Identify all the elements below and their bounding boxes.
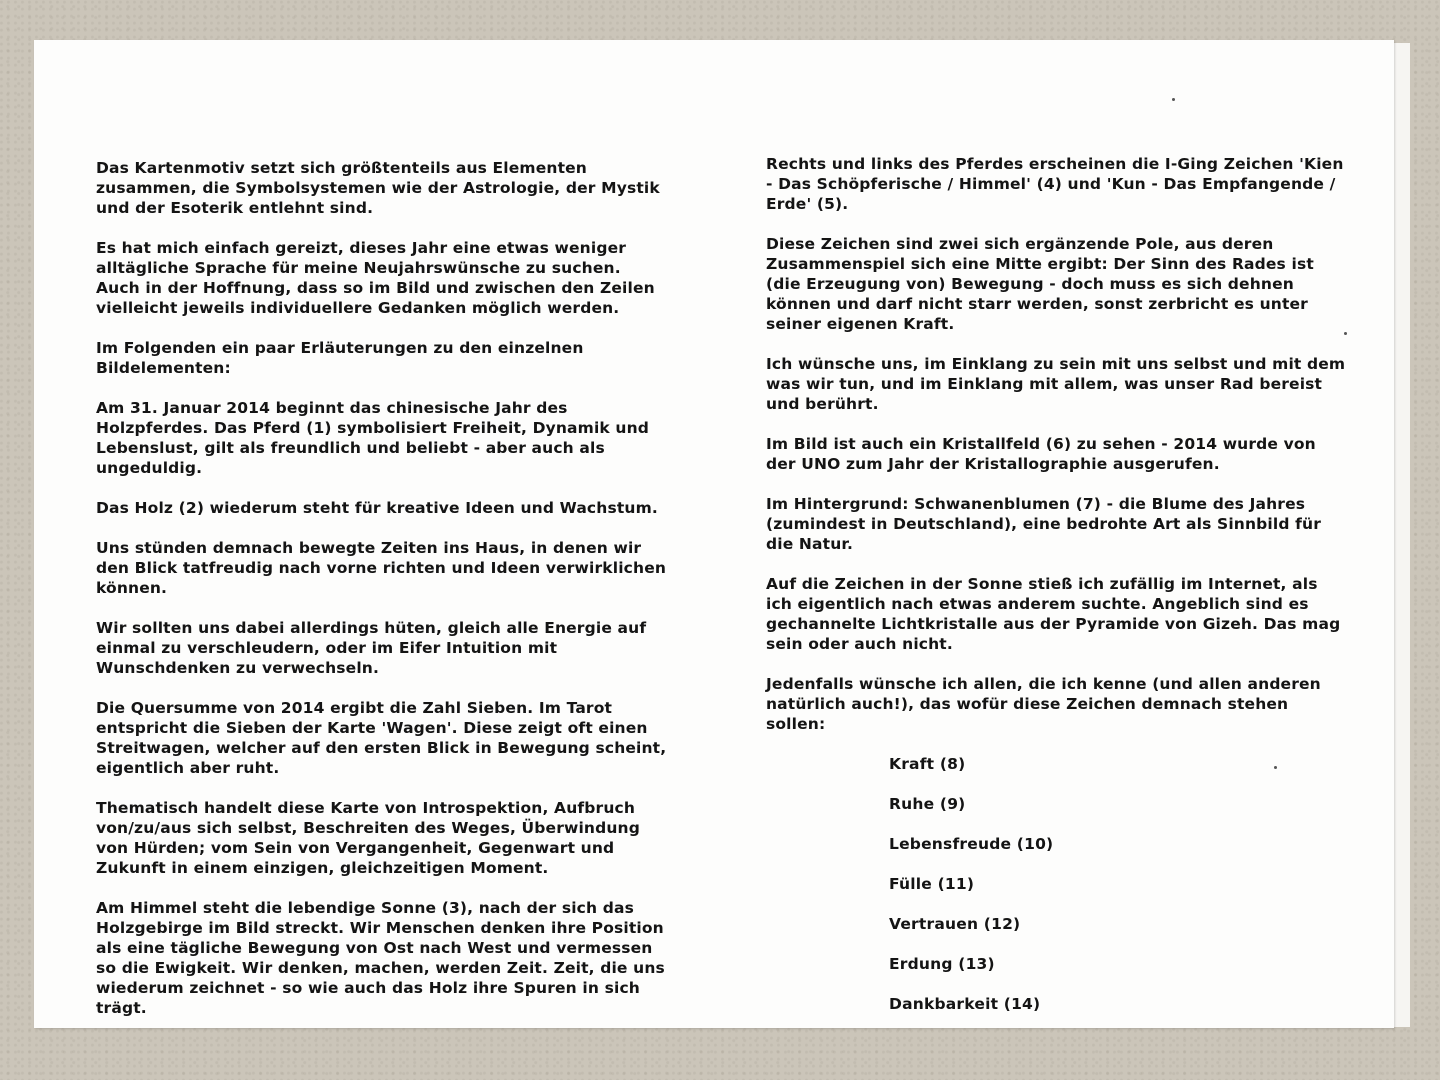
wish-item: Erdung (13) — [889, 955, 995, 973]
ink-speck — [1344, 332, 1347, 335]
wish-item: Kraft (8) — [889, 755, 966, 773]
paragraph: Diese Zeichen sind zwei sich ergänzende Pole, aus deren Zusammenspiel sich eine Mitte ergibt: Der Sinn des Rades ist (die Erzeugung von) Bewegung - doch muss es sich dehnen können und darf nicht starr werden, sonst zerbricht es unter seiner eigenen Kraft. — [766, 235, 1314, 333]
paragraph: Thematisch handelt diese Karte von Introspektion, Aufbruch von/zu/aus sich selbst, Beschreiten des Weges, Überwindung von Hürden; vom Sein von Vergangenheit, Gegenwart und Zukunft in einem einzigen, gleichzeitigen Moment. — [96, 799, 640, 877]
paragraph: Im Bild ist auch ein Kristallfeld (6) zu sehen - 2014 wurde von der UNO zum Jahr der Kristallographie ausgerufen. — [766, 435, 1316, 473]
paragraph: Rechts und links des Pferdes erscheinen die I-Ging Zeichen 'Kien - Das Schöpferische / Himmel' (4) und 'Kun - Das Empfangende / Erde' (5). — [766, 155, 1344, 213]
paragraph: Ich wünsche uns, im Einklang zu sein mit uns selbst und mit dem was wir tun, und im Einklang mit allem, was unser Rad bereist und berührt. — [766, 355, 1346, 413]
wish-item: Vertrauen (12) — [889, 915, 1021, 933]
paragraph: Das Kartenmotiv setzt sich größtenteils aus Elementen zusammen, die Symbolsystemen wie der Astrologie, der Mystik und der Esoterik entlehnt sind. — [96, 159, 660, 217]
greeting-card-spread — [34, 40, 1394, 1028]
paragraph: Im Folgenden ein paar Erläuterungen zu den einzelnen Bildelementen: — [96, 339, 584, 377]
wish-item: Ruhe (9) — [889, 795, 966, 813]
paragraph: Im Hintergrund: Schwanenblumen (7) - die Blume des Jahres (zumindest in Deutschland), eine bedrohte Art als Sinnbild für die Natur. — [766, 495, 1322, 553]
left-page — [96, 158, 668, 1038]
wish-item: Lebensfreude (10) — [889, 835, 1054, 853]
paragraph: Am 31. Januar 2014 beginnt das chinesische Jahr des Holzpferdes. Das Pferd (1) symbolisiert Freiheit, Dynamik und Lebenslust, gilt als freundlich und beliebt - aber auch als ungeduldig. — [96, 399, 650, 477]
wish-list — [766, 754, 1346, 1014]
paragraph: Es hat mich einfach gereizt, dieses Jahr eine etwas weniger alltägliche Sprache für meine Neujahrswünsche zu suchen. Auch in der Hoffnung, dass so im Bild und zwischen den Zeilen vielleicht jeweils individuellere Gedanken möglich werden. — [96, 239, 655, 317]
paragraph: Wir sollten uns dabei allerdings hüten, gleich alle Energie auf einmal zu verschleudern, oder im Eifer Intuition mit Wunschdenken zu verwechseln. — [96, 619, 647, 677]
paragraph: Am Himmel steht die lebendige Sonne (3), nach der sich das Holzgebirge im Bild streckt. Wir Menschen denken ihre Position als eine tägliche Bewegung von Ost nach West und vermessen so die Ewigkeit. Wir denken, machen, werden Zeit. Zeit, die uns wiederum zeichnet - so wie auch das Holz ihre Spuren in sich trägt. — [96, 899, 665, 1017]
right-page — [766, 154, 1346, 1034]
ink-speck — [1172, 98, 1175, 101]
ink-speck — [1274, 766, 1277, 769]
paragraph: Auf die Zeichen in der Sonne stieß ich zufällig im Internet, als ich eigentlich nach etwas anderem suchte. Angeblich sind es gechannelte Lichtkristalle aus der Pyramide von Gizeh. Das mag sein oder auch nicht. — [766, 575, 1341, 653]
paragraph: Uns stünden demnach bewegte Zeiten ins Haus, in denen wir den Blick tatfreudig nach vorne richten und Ideen verwirklichen können. — [96, 539, 667, 597]
wish-item: Fülle (11) — [889, 875, 975, 893]
wish-item: Dankbarkeit (14) — [889, 995, 1041, 1013]
paragraph: Jedenfalls wünsche ich allen, die ich kenne (und allen anderen natürlich auch!), das wofür diese Zeichen demnach stehen sollen: — [766, 675, 1321, 733]
paragraph: Die Quersumme von 2014 ergibt die Zahl Sieben. Im Tarot entspricht die Sieben der Karte 'Wagen'. Diese zeigt oft einen Streitwagen, welcher auf den ersten Blick in Bewegung scheint, eigentlich aber ruht. — [96, 699, 667, 777]
paragraph: Das Holz (2) wiederum steht für kreative Ideen und Wachstum. — [96, 499, 658, 517]
